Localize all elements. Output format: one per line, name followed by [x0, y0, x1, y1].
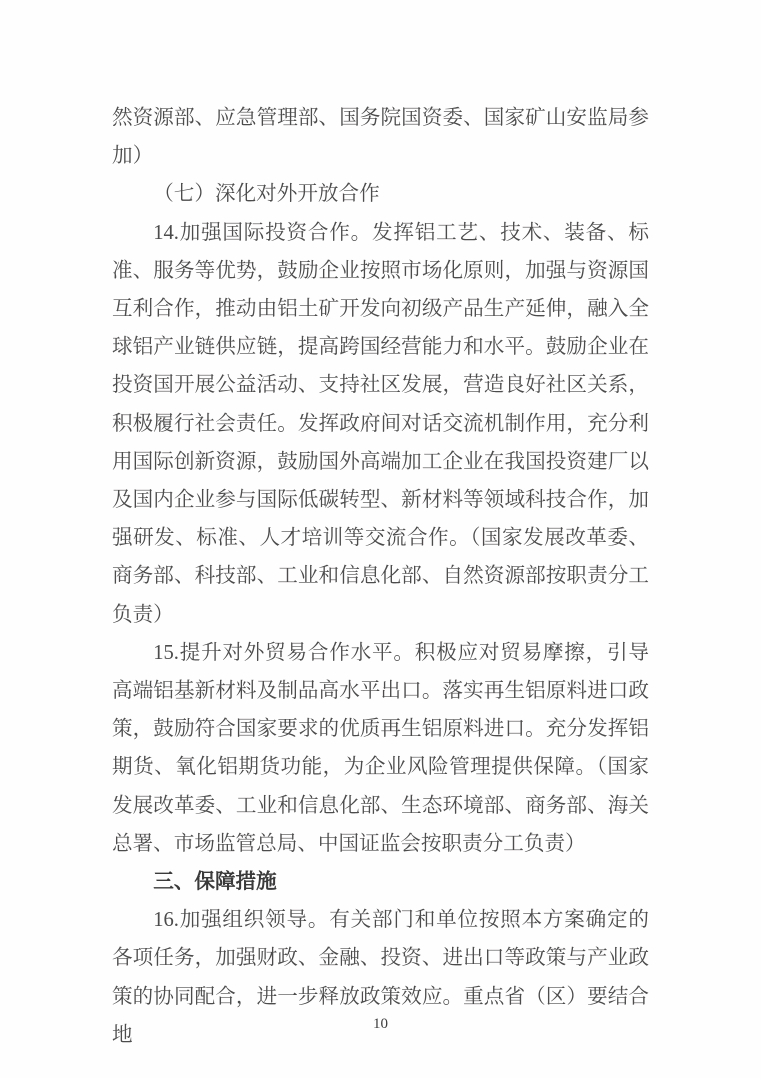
para-continuation-agencies: 然资源部、应急管理部、国务院国资委、国家矿山安监局参加）: [112, 107, 649, 168]
page-number: 10: [373, 1016, 388, 1032]
para-item-16: 16.加强组织领导。有关部门和单位按照本方案确定的各项任务，加强财政、金融、投资、进出口等政策与产业政策的协同配合，进一步释放政策效应。重点省（区）要结合地: [112, 909, 649, 1046]
para-item-15: 15.提升对外贸易合作水平。积极应对贸易摩擦，引导高端铝基新材料及制品高水平出口。落实再生铝原料进口政策，鼓励符合国家要求的优质再生铝原料进口。充分发挥铝期货、氧化铝期货功能，为企业风险管理提供保障。（国家发展改革委、工业和信息化部、生态环境部、商务部、海关总署、市场监管总局、中国证监会按职责分工负责）: [112, 641, 649, 855]
heading-section-seven: （七）深化对外开放合作: [153, 183, 380, 206]
heading-section-three: 三、保障措施: [153, 870, 277, 894]
para-item-14: 14.加强国际投资合作。发挥铝工艺、技术、装备、标准、服务等优势，鼓励企业按照市场化原则，加强与资源国互利合作，推动由铝土矿开发向初级产品生产延伸，融入全球铝产业链供应链，提高跨国经营能力和水平。鼓励企业在投资国开展公益活动、支持社区发展，营造良好社区关系，积极履行社会责任。发挥政府间对话交流机制作用，充分利用国际创新资源，鼓励国外高端加工企业在我国投资建厂以及国内企业参与国际低碳转型、新材料等领域科技合作，加强研发、标准、人才培训等交流合作。（国家发展改革委、商务部、科技部、工业和信息化部、自然资源部按职责分工负责）: [112, 221, 649, 626]
document-body: [112, 99, 649, 1054]
